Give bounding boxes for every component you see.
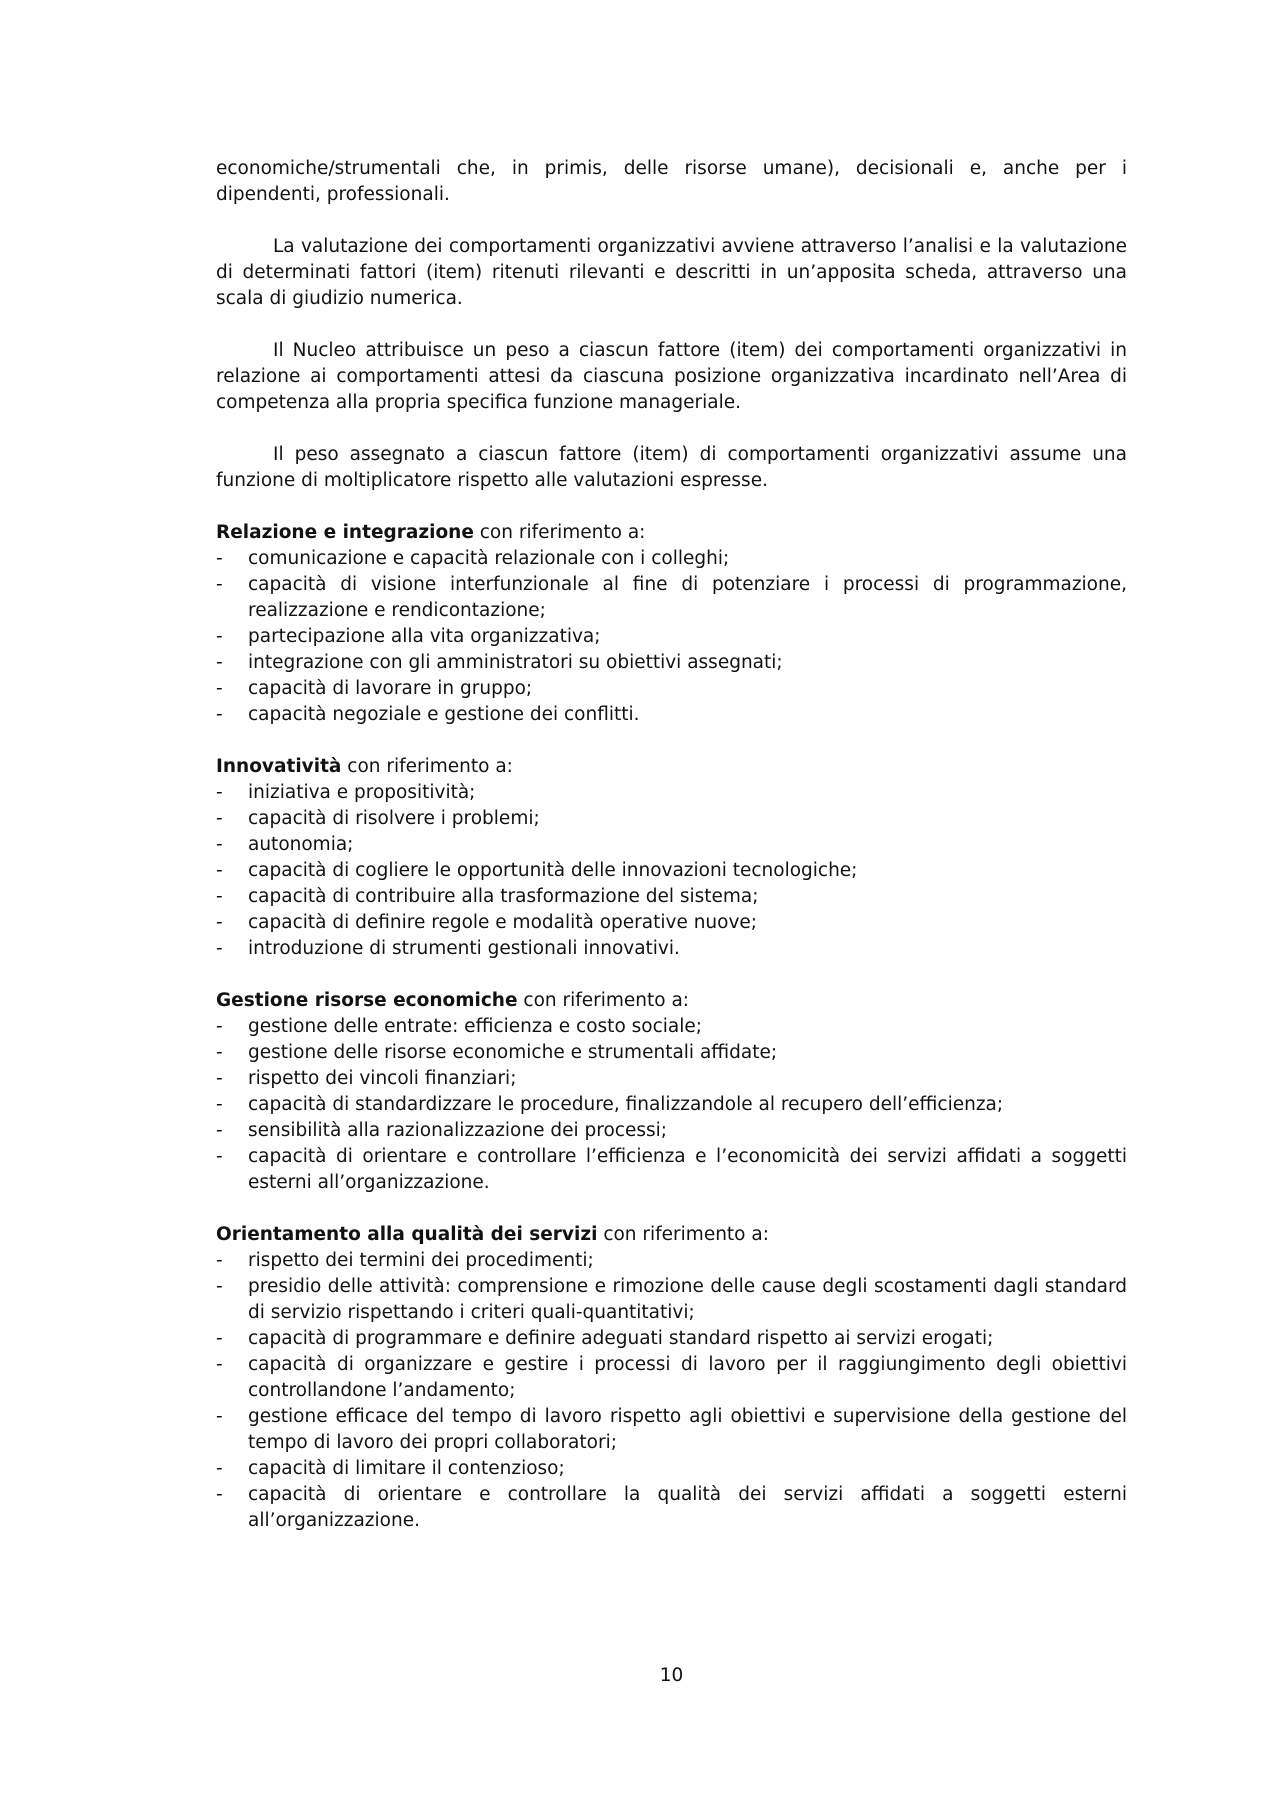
document-content <box>216 156 1127 1560</box>
section-innovativita <box>216 754 1127 962</box>
bullet-text: gestione delle entrate: efficienza e costo sociale; <box>248 1016 702 1037</box>
section-orientamento-qualita <box>216 1222 1127 1534</box>
bullet-text: introduzione di strumenti gestionali innovativi. <box>248 938 680 959</box>
bullet-marker: - <box>216 652 223 673</box>
bullet-list <box>216 546 1127 728</box>
list-item <box>216 624 1127 650</box>
section-heading <box>216 520 1127 546</box>
bullet-text: autonomia; <box>248 834 354 855</box>
bullet-marker: - <box>216 678 223 699</box>
list-item <box>216 1456 1127 1482</box>
list-item <box>216 650 1127 676</box>
bullet-marker: - <box>216 1016 223 1037</box>
bullet-text: rispetto dei termini dei procedimenti; <box>248 1250 594 1271</box>
bullet-marker: - <box>216 548 223 569</box>
bullet-marker: - <box>216 704 223 725</box>
bullet-marker: - <box>216 1484 223 1505</box>
bullet-list <box>216 1248 1127 1534</box>
bullet-marker: - <box>216 938 223 959</box>
bullet-list <box>216 1014 1127 1196</box>
bullet-marker: - <box>216 1094 223 1115</box>
bullet-text: capacità di standardizzare le procedure, finalizzandole al recupero dell’efficienza; <box>248 1094 1004 1115</box>
section-heading-suffix: con riferimento a: <box>517 990 690 1011</box>
bullet-marker: - <box>216 1328 223 1349</box>
list-item <box>216 1274 1127 1326</box>
bullet-text: capacità di lavorare in gruppo; <box>248 678 533 699</box>
list-item <box>216 1248 1127 1274</box>
bullet-text: integrazione con gli amministratori su obiettivi assegnati; <box>248 652 783 673</box>
list-item <box>216 806 1127 832</box>
list-item <box>216 884 1127 910</box>
list-item <box>216 1040 1127 1066</box>
bullet-marker: - <box>216 912 223 933</box>
section-gestione-risorse <box>216 988 1127 1196</box>
section-relazione-integrazione <box>216 520 1127 728</box>
paragraph-valutazione: La valutazione dei comportamenti organizzativi avviene attraverso l’analisi e la valutazione di determinati fattori (item) ritenuti rilevanti e descritti in un’apposita scheda, attraverso una scala di giudizio numerica. <box>216 236 1127 309</box>
bullet-marker: - <box>216 1146 223 1167</box>
bullet-marker: - <box>216 860 223 881</box>
section-heading-bold: Relazione e integrazione <box>216 522 474 543</box>
list-item <box>216 1482 1127 1534</box>
bullet-marker: - <box>216 626 223 647</box>
section-heading-bold: Orientamento alla qualità dei servizi <box>216 1224 598 1245</box>
bullet-list <box>216 780 1127 962</box>
list-item <box>216 1118 1127 1144</box>
bullet-text: capacità di cogliere le opportunità delle innovazioni tecnologiche; <box>248 860 858 881</box>
list-item <box>216 546 1127 572</box>
section-heading <box>216 1222 1127 1248</box>
bullet-text: capacità di organizzare e gestire i processi di lavoro per il raggiungimento degli obiettivi controllandone l’andamento; <box>248 1354 1127 1401</box>
section-heading <box>216 988 1127 1014</box>
bullet-marker: - <box>216 886 223 907</box>
bullet-marker: - <box>216 1068 223 1089</box>
list-item <box>216 1092 1127 1118</box>
list-item <box>216 1404 1127 1456</box>
bullet-marker: - <box>216 574 223 595</box>
bullet-text: capacità di orientare e controllare la qualità dei servizi affidati a soggetti esterni all’organizzazione. <box>248 1484 1127 1531</box>
section-heading-suffix: con riferimento a: <box>473 522 646 543</box>
list-item <box>216 1014 1127 1040</box>
section-heading-bold: Gestione risorse economiche <box>216 990 518 1011</box>
bullet-text: capacità di orientare e controllare l’efficienza e l’economicità dei servizi affidati a soggetti esterni all’organizzazione. <box>248 1146 1127 1193</box>
bullet-marker: - <box>216 1276 223 1297</box>
paragraph-peso-moltiplicatore: Il peso assegnato a ciascun fattore (item) di comportamenti organizzativi assume una funzione di moltiplicatore rispetto alle valutazioni espresse. <box>216 444 1127 491</box>
section-heading <box>216 754 1127 780</box>
section-heading-suffix: con riferimento a: <box>341 756 513 777</box>
bullet-text: sensibilità alla razionalizzazione dei processi; <box>248 1120 667 1141</box>
bullet-text: iniziativa e propositività; <box>248 782 476 803</box>
bullet-marker: - <box>216 782 223 803</box>
section-heading-bold: Innovatività <box>216 756 342 777</box>
bullet-text: capacità negoziale e gestione dei conflitti. <box>248 704 640 725</box>
bullet-text: capacità di definire regole e modalità operative nuove; <box>248 912 758 933</box>
list-item <box>216 1352 1127 1404</box>
list-item <box>216 858 1127 884</box>
list-item <box>216 1144 1127 1196</box>
list-item <box>216 910 1127 936</box>
list-item <box>216 832 1127 858</box>
bullet-marker: - <box>216 1354 223 1375</box>
bullet-text: capacità di limitare il contenzioso; <box>248 1458 565 1479</box>
list-item <box>216 572 1127 624</box>
list-item <box>216 780 1127 806</box>
bullet-marker: - <box>216 1250 223 1271</box>
paragraph-continuation: economiche/strumentali che, in primis, delle risorse umane), decisionali e, anche per i dipendenti, professionali. <box>216 158 1127 205</box>
bullet-text: partecipazione alla vita organizzativa; <box>248 626 601 647</box>
list-item <box>216 676 1127 702</box>
bullet-marker: - <box>216 1042 223 1063</box>
bullet-text: rispetto dei vincoli finanziari; <box>248 1068 517 1089</box>
bullet-text: capacità di programmare e definire adeguati standard rispetto ai servizi erogati; <box>248 1328 994 1349</box>
bullet-text: capacità di contribuire alla trasformazione del sistema; <box>248 886 759 907</box>
bullet-text: gestione efficace del tempo di lavoro rispetto agli obiettivi e supervisione della gestione del tempo di lavoro dei propri collaboratori; <box>248 1406 1127 1453</box>
list-item <box>216 1326 1127 1352</box>
bullet-marker: - <box>216 1458 223 1479</box>
bullet-marker: - <box>216 1120 223 1141</box>
page-number: 10 <box>659 1665 684 1686</box>
list-item <box>216 936 1127 962</box>
bullet-marker: - <box>216 808 223 829</box>
bullet-text: capacità di risolvere i problemi; <box>248 808 540 829</box>
bullet-marker: - <box>216 834 223 855</box>
paragraph-nucleo-peso: Il Nucleo attribuisce un peso a ciascun fattore (item) dei comportamenti organizzativi in relazione ai comportamenti attesi da ciascuna posizione organizzativa incardinato nell’Area di competenza alla propria specifica funzione manageriale. <box>216 340 1127 413</box>
bullet-text: capacità di visione interfunzionale al fine di potenziare i processi di programmazione, realizzazione e rendicontazione; <box>248 574 1127 621</box>
section-heading-suffix: con riferimento a: <box>597 1224 769 1245</box>
list-item <box>216 702 1127 728</box>
bullet-text: gestione delle risorse economiche e strumentali affidate; <box>248 1042 778 1063</box>
bullet-text: comunicazione e capacità relazionale con i colleghi; <box>248 548 730 569</box>
bullet-text: presidio delle attività: comprensione e rimozione delle cause degli scostamenti dagli standard di servizio rispettando i criteri quali-quantitativi; <box>248 1276 1127 1323</box>
bullet-marker: - <box>216 1406 223 1427</box>
list-item <box>216 1066 1127 1092</box>
